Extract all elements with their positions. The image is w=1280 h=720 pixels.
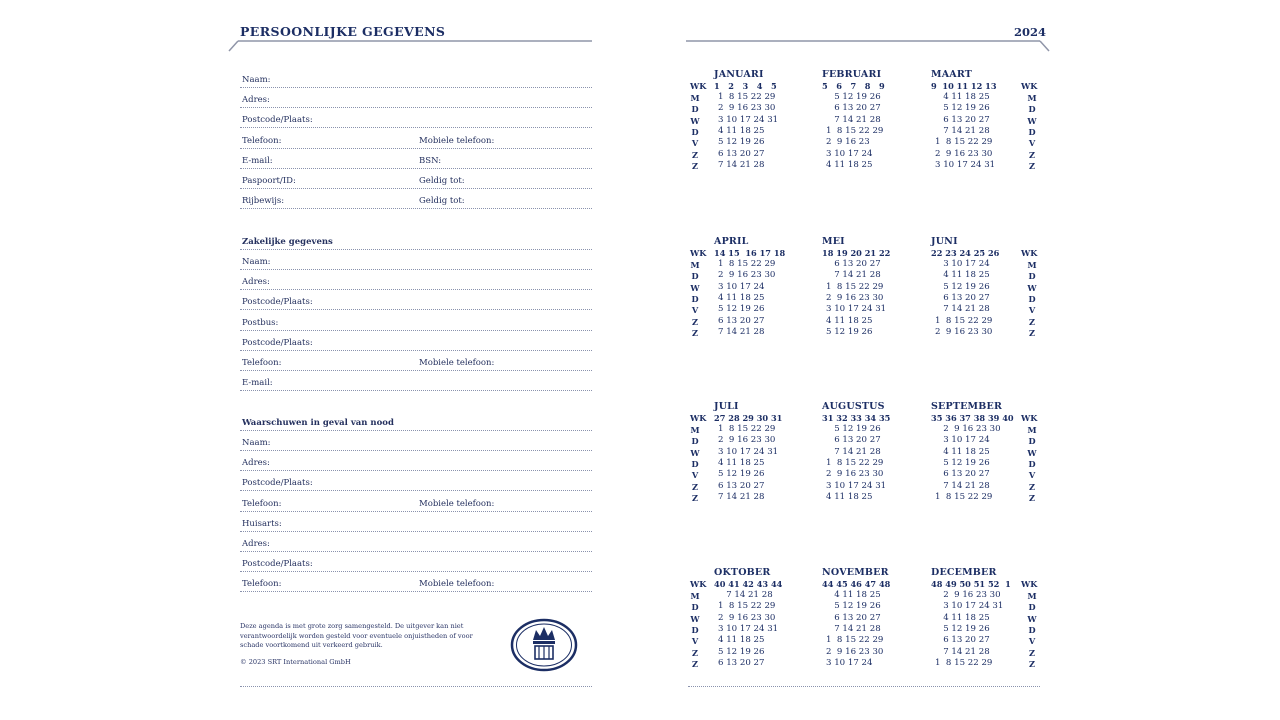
form-field-row[interactable] — [240, 517, 592, 532]
day-letter: W — [1027, 447, 1037, 458]
day-row: 6 13 20 27 — [826, 259, 881, 269]
day-row: 6 13 20 27 — [718, 148, 765, 159]
day-letter: D — [691, 458, 699, 469]
week-numbers: 40 41 42 43 44 — [714, 579, 783, 589]
field-label: Naam: — [242, 75, 271, 85]
day-row: 7 14 21 28 — [718, 491, 765, 502]
wk-label: WK — [1021, 81, 1038, 91]
day-row: 2 9 16 23 30 — [826, 646, 884, 657]
week-numbers: 14 15 16 17 18 — [714, 248, 786, 258]
day-row: 3 10 17 24 — [826, 657, 873, 668]
form-field-row[interactable] — [240, 295, 592, 310]
month-name: DECEMBER — [931, 567, 997, 578]
field-label: Paspoort/ID: — [242, 176, 296, 186]
day-letter: W — [1027, 115, 1037, 126]
day-letter: Z — [1029, 492, 1035, 503]
week-numbers: 48 49 50 51 52 1 — [931, 579, 1011, 589]
day-row: 1 8 15 22 29 — [718, 424, 776, 434]
month-name: SEPTEMBER — [931, 401, 1003, 412]
field-label: Postcode/Plaats: — [242, 337, 313, 348]
wk-label: WK — [1021, 248, 1038, 258]
day-letter: Z — [692, 149, 698, 160]
form-field-row[interactable] — [240, 134, 592, 149]
day-row: 7 14 21 28 — [935, 304, 990, 315]
week-numbers: 22 23 24 25 26 — [931, 248, 1000, 258]
disclaimer-text: Deze agenda is met grote zorg samengesteld. De uitgever kan niet verantwoordelijk worden gesteld voor eventuele onjuistheden of voor schade voortkomend uit verkeerd gebruik. — [240, 622, 473, 649]
day-letter: V — [1028, 138, 1036, 149]
day-row: 4 11 18 25 — [718, 125, 765, 136]
day-row: 2 9 16 23 30 — [718, 103, 776, 114]
field-label: E-mail: — [242, 155, 273, 166]
form-field-row[interactable] — [240, 154, 592, 169]
day-row: 6 13 20 27 — [826, 612, 881, 623]
day-row: 2 9 16 23 — [826, 137, 870, 148]
day-letter: D — [1028, 104, 1036, 115]
day-row: 6 13 20 27 — [935, 635, 990, 646]
day-letter: M — [1027, 591, 1037, 601]
field-label-secondary: Mobiele telefoon: — [419, 579, 495, 590]
title-rule — [226, 38, 598, 54]
day-letter: V — [1028, 305, 1036, 316]
day-letter: M — [690, 591, 700, 601]
day-row: 5 12 19 26 — [935, 103, 990, 114]
day-row: 4 11 18 25 — [718, 457, 765, 468]
day-row: 6 13 20 27 — [718, 315, 765, 326]
day-row: 5 12 19 26 — [718, 469, 765, 480]
day-letter: Z — [1029, 647, 1035, 658]
day-row: 6 13 20 27 — [935, 469, 990, 480]
day-letter: Z — [692, 316, 698, 327]
right-bottom-rule — [688, 686, 1040, 687]
form-field-row[interactable] — [240, 336, 592, 351]
day-row: 3 10 17 24 31 — [826, 304, 887, 315]
form-field-row[interactable] — [240, 275, 592, 290]
day-row: 1 8 15 22 29 — [826, 635, 884, 646]
week-numbers: 1 2 3 4 5 — [714, 81, 777, 91]
section-heading-label: Zakelijke gegevens — [242, 237, 333, 247]
day-row: 3 10 17 24 — [718, 281, 765, 292]
week-numbers: 31 32 33 34 35 — [822, 413, 891, 423]
day-row: 6 13 20 27 — [826, 103, 881, 114]
day-letter: D — [1028, 624, 1036, 635]
day-letter: W — [690, 115, 700, 126]
week-numbers: 18 19 20 21 22 — [822, 248, 891, 258]
day-row: 3 10 17 24 31 — [935, 159, 996, 170]
day-row: 2 9 16 23 30 — [935, 590, 1001, 600]
field-label-secondary: BSN: — [419, 155, 442, 166]
day-letter: D — [1028, 436, 1036, 447]
day-row: 5 12 19 26 — [718, 646, 765, 657]
field-label: Telefoon: — [242, 579, 282, 590]
day-letter: V — [691, 470, 699, 481]
day-letter: W — [690, 282, 700, 293]
day-row: 3 10 17 24 31 — [826, 480, 887, 491]
day-row: 3 10 17 24 31 — [935, 601, 1004, 612]
copyright-text: © 2023 SRT International GmbH — [240, 658, 351, 666]
week-numbers: 9 10 11 12 13 — [931, 81, 997, 91]
form-field-row[interactable] — [240, 255, 592, 270]
day-row: 6 13 20 27 — [718, 480, 765, 491]
day-row: 7 14 21 28 — [935, 646, 990, 657]
day-letter: Z — [692, 481, 698, 492]
day-row: 2 9 16 23 30 — [935, 424, 1001, 434]
month-name: MEI — [822, 236, 845, 247]
day-row: 2 9 16 23 30 — [935, 326, 993, 337]
day-row: 6 13 20 27 — [826, 435, 881, 446]
form-field-row[interactable] — [240, 456, 592, 471]
day-row: 1 8 15 22 29 — [718, 92, 776, 102]
day-letter: Z — [1029, 149, 1035, 160]
form-field-row[interactable] — [240, 537, 592, 552]
form-field-row[interactable] — [240, 174, 592, 189]
day-letter: M — [690, 425, 700, 435]
day-letter: Z — [1029, 658, 1035, 669]
day-row: 3 10 17 24 31 — [718, 114, 779, 125]
day-row: 2 9 16 23 30 — [935, 148, 993, 159]
wk-label: WK — [690, 413, 707, 423]
day-letter: M — [690, 260, 700, 270]
field-label: Telefoon: — [242, 358, 282, 368]
field-label: Naam: — [242, 438, 271, 448]
field-label: Telefoon: — [242, 498, 282, 509]
day-row: 2 9 16 23 30 — [826, 469, 884, 480]
wk-label: WK — [690, 81, 707, 91]
day-letter: V — [691, 305, 699, 316]
day-row: 5 12 19 26 — [826, 92, 881, 102]
form-field-row[interactable] — [240, 376, 592, 391]
day-letter: Z — [692, 492, 698, 503]
day-letter: M — [1027, 425, 1037, 435]
form-field-row[interactable] — [240, 73, 592, 88]
day-letter: M — [1027, 93, 1037, 103]
field-label: Postcode/Plaats: — [242, 115, 313, 126]
day-row: 3 10 17 24 — [935, 259, 990, 269]
field-label: Adres: — [242, 95, 270, 106]
field-label: Adres: — [242, 539, 270, 549]
field-label-secondary: Mobiele telefoon: — [419, 358, 495, 368]
day-letter: Z — [1029, 481, 1035, 492]
month-name: OKTOBER — [714, 567, 771, 578]
day-letter: W — [1027, 282, 1037, 293]
day-row: 4 11 18 25 — [826, 491, 873, 502]
day-row: 4 11 18 25 — [935, 446, 990, 457]
month-name: JANUARI — [714, 69, 764, 80]
month-name: JUNI — [931, 236, 958, 247]
day-letter: D — [1028, 293, 1036, 304]
day-letter: Z — [692, 327, 698, 338]
field-label: Adres: — [242, 458, 270, 469]
day-row: 7 14 21 28 — [826, 623, 881, 634]
day-row: 3 10 17 24 — [935, 435, 990, 446]
field-label: Postcode/Plaats: — [242, 297, 313, 308]
week-numbers: 44 45 46 47 48 — [822, 579, 891, 589]
day-letter: D — [1028, 126, 1036, 137]
day-row: 4 11 18 25 — [935, 612, 990, 623]
month-name: NOVEMBER — [822, 567, 889, 578]
month-name: APRIL — [714, 236, 749, 247]
section-heading — [240, 235, 592, 250]
day-row: 5 12 19 26 — [935, 281, 990, 292]
crown-logo — [510, 618, 578, 672]
form-field-row[interactable] — [240, 497, 592, 512]
day-letter: Z — [1029, 160, 1035, 171]
day-row: 4 11 18 25 — [935, 92, 990, 102]
day-row: 7 14 21 28 — [718, 326, 765, 337]
day-row: 5 12 19 26 — [718, 304, 765, 315]
week-numbers: 27 28 29 30 31 — [714, 413, 783, 423]
day-letter: V — [691, 636, 699, 647]
day-row: 4 11 18 25 — [826, 590, 881, 600]
day-row: 2 9 16 23 30 — [826, 292, 884, 303]
field-label: Postcode/Plaats: — [242, 559, 313, 570]
form-field-row[interactable] — [240, 194, 592, 209]
form-field-row[interactable] — [240, 577, 592, 592]
day-letter: D — [691, 104, 699, 115]
day-row: 1 8 15 22 29 — [826, 281, 884, 292]
day-row: 1 8 15 22 29 — [826, 457, 884, 468]
form-field-row[interactable] — [240, 93, 592, 108]
week-numbers: 35 36 37 38 39 40 — [931, 413, 1014, 423]
day-row: 3 10 17 24 — [826, 148, 873, 159]
day-row: 7 14 21 28 — [935, 125, 990, 136]
field-label: Naam: — [242, 257, 271, 267]
day-row: 7 14 21 28 — [718, 590, 773, 600]
day-row: 1 8 15 22 29 — [935, 491, 993, 502]
form-field-row[interactable] — [240, 316, 592, 331]
day-row: 5 12 19 26 — [935, 457, 990, 468]
day-row: 3 10 17 24 31 — [718, 623, 779, 634]
field-label: Adres: — [242, 277, 270, 288]
day-row: 1 8 15 22 29 — [935, 137, 993, 148]
day-row: 7 14 21 28 — [718, 159, 765, 170]
month-name: FEBRUARI — [822, 69, 882, 80]
day-row: 5 12 19 26 — [718, 137, 765, 148]
day-row: 7 14 21 28 — [826, 270, 881, 281]
day-row: 6 13 20 27 — [935, 292, 990, 303]
day-letter: W — [690, 613, 700, 624]
day-row: 6 13 20 27 — [935, 114, 990, 125]
day-letter: Z — [692, 160, 698, 171]
day-row: 3 10 17 24 31 — [718, 446, 779, 457]
day-row: 4 11 18 25 — [718, 292, 765, 303]
day-row: 5 12 19 26 — [826, 326, 873, 337]
wk-label: WK — [1021, 413, 1038, 423]
year-rule — [680, 38, 1052, 54]
day-row: 5 12 19 26 — [935, 623, 990, 634]
wk-label: WK — [690, 248, 707, 258]
page-title: PERSOONLIJKE GEGEVENS — [240, 24, 446, 39]
day-letter: D — [691, 436, 699, 447]
day-letter: Z — [1029, 327, 1035, 338]
day-letter: D — [691, 624, 699, 635]
field-label: Telefoon: — [242, 135, 282, 146]
day-letter: Z — [692, 658, 698, 669]
day-letter: Z — [692, 647, 698, 658]
day-letter: W — [690, 447, 700, 458]
day-row: 1 8 15 22 29 — [718, 601, 776, 612]
field-label-secondary: Mobiele telefoon: — [419, 135, 495, 146]
form-field-row[interactable] — [240, 436, 592, 451]
week-numbers: 5 6 7 8 9 — [822, 81, 885, 91]
day-row: 2 9 16 23 30 — [718, 612, 776, 623]
form-field-row[interactable] — [240, 113, 592, 128]
day-row: 7 14 21 28 — [826, 114, 881, 125]
day-row: 1 8 15 22 29 — [935, 315, 993, 326]
day-row: 7 14 21 28 — [935, 480, 990, 491]
day-row: 1 8 15 22 29 — [826, 125, 884, 136]
day-row: 6 13 20 27 — [718, 657, 765, 668]
field-label-secondary: Geldig tot: — [419, 176, 465, 186]
section-heading-label: Waarschuwen in geval van nood — [242, 418, 394, 428]
day-row: 4 11 18 25 — [718, 635, 765, 646]
day-row: 1 8 15 22 29 — [935, 657, 993, 668]
field-label-secondary: Mobiele telefoon: — [419, 498, 495, 509]
day-letter: M — [690, 93, 700, 103]
month-name: MAART — [931, 69, 973, 80]
day-letter: D — [1028, 602, 1036, 613]
day-letter: V — [691, 138, 699, 149]
field-label: Huisarts: — [242, 518, 282, 529]
form-field-row[interactable] — [240, 476, 592, 491]
month-name: JULI — [714, 401, 739, 412]
day-letter: W — [1027, 613, 1037, 624]
day-row: 7 14 21 28 — [826, 446, 881, 457]
day-letter: V — [1028, 636, 1036, 647]
field-label: Postbus: — [242, 317, 279, 328]
field-label: Rijbewijs: — [242, 196, 285, 207]
section-heading — [240, 416, 592, 431]
day-letter: D — [691, 126, 699, 137]
day-letter: M — [1027, 260, 1037, 270]
wk-label: WK — [1021, 579, 1038, 589]
wk-label: WK — [690, 579, 707, 589]
field-label: Postcode/Plaats: — [242, 478, 313, 489]
day-letter: Z — [1029, 316, 1035, 327]
form-field-row[interactable] — [240, 356, 592, 371]
day-letter: D — [691, 602, 699, 613]
day-letter: D — [1028, 458, 1036, 469]
left-bottom-rule — [240, 686, 592, 687]
day-row: 5 12 19 26 — [826, 601, 881, 612]
day-letter: D — [691, 271, 699, 282]
day-row: 2 9 16 23 30 — [718, 435, 776, 446]
day-row: 4 11 18 25 — [935, 270, 990, 281]
month-name: AUGUSTUS — [822, 401, 885, 412]
day-row: 2 9 16 23 30 — [718, 270, 776, 281]
day-letter: D — [691, 293, 699, 304]
day-letter: V — [1028, 470, 1036, 481]
day-row: 5 12 19 26 — [826, 424, 881, 434]
day-row: 1 8 15 22 29 — [718, 259, 776, 269]
year-title: 2024 — [1014, 25, 1047, 39]
day-letter: D — [1028, 271, 1036, 282]
day-row: 4 11 18 25 — [826, 315, 873, 326]
field-label: E-mail: — [242, 378, 273, 389]
day-row: 4 11 18 25 — [826, 159, 873, 170]
field-label-secondary: Geldig tot: — [419, 196, 465, 207]
form-field-row[interactable] — [240, 557, 592, 572]
